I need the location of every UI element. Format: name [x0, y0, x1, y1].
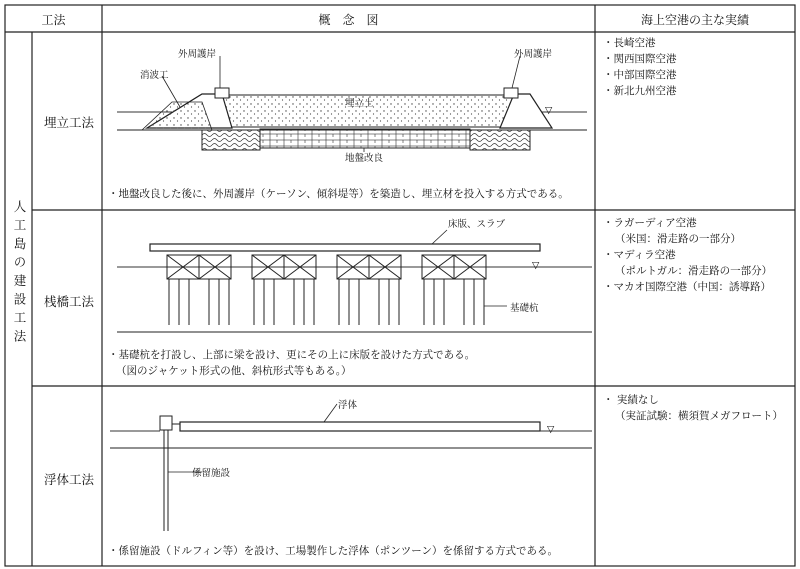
label-fill: 埋立土 [345, 98, 374, 109]
label-wave-absorber: 消波工 [140, 70, 169, 81]
result-item: ・ 実績なし [603, 394, 659, 406]
label-water-3: ▽ [547, 424, 555, 435]
result-item: ・マディラ空港 [603, 249, 676, 261]
description-reclamation: ・地盤改良した後に、外周護岸（ケーソン、傾斜堤等）を築造し、埋立材を投入する方式である。 [108, 188, 569, 200]
results-floating [603, 392, 783, 424]
label-slab: 床版、スラブ [448, 219, 506, 230]
label-water-2: ▽ [532, 260, 540, 271]
label-ground-improvement: 地盤改良 [345, 153, 384, 164]
floating-diagram [102, 386, 595, 566]
label-right-seawall: 外周護岸 [514, 49, 553, 60]
description-pier-line-2: （図のジャケット形式の他、斜杭形式等もある。） [116, 365, 352, 377]
result-item: ・中部国際空港 [603, 69, 677, 81]
result-item: ・ラガーディア空港 [603, 217, 697, 229]
result-item: （米国：滑走路の一部分） [615, 233, 741, 245]
header-concept: 概 念 図 [318, 13, 379, 27]
results-reclamation [603, 35, 677, 99]
row-name-pier: 桟橋工法 [44, 294, 95, 309]
result-item: ・マカオ国際空港（中国：誘導路） [603, 281, 771, 293]
result-item: （実証試験：横須賀メガフロート） [615, 410, 783, 422]
result-item: ・新北九州空港 [603, 85, 677, 97]
description-pier-line-1: ・基礎杭を打設し、上部に梁を設け、更にその上に床版を設けた方式である。 [108, 349, 476, 361]
label-pile: 基礎杭 [510, 303, 539, 314]
row-name-reclamation: 埋立工法 [44, 115, 95, 130]
result-item: ・長崎空港 [603, 37, 656, 49]
results-pier [603, 215, 772, 295]
result-item: （ポルトガル：滑走路の一部分） [615, 265, 773, 277]
description-floating: ・係留施設（ドルフィン等）を設け、工場製作した浮体（ポンツーン）を係留する方式である。 [108, 545, 559, 557]
side-label: 人工島の建設工法 [12, 200, 27, 348]
result-item: ・関西国際空港 [603, 53, 677, 65]
label-water-1: ▽ [545, 105, 553, 116]
header-results: 海上空港の主な実績 [640, 13, 749, 27]
label-mooring: 係留施設 [192, 468, 231, 479]
label-float: 浮体 [338, 400, 358, 411]
row-name-floating: 浮体工法 [44, 472, 95, 487]
header-method: 工法 [41, 13, 66, 27]
label-left-seawall: 外周護岸 [178, 49, 217, 60]
